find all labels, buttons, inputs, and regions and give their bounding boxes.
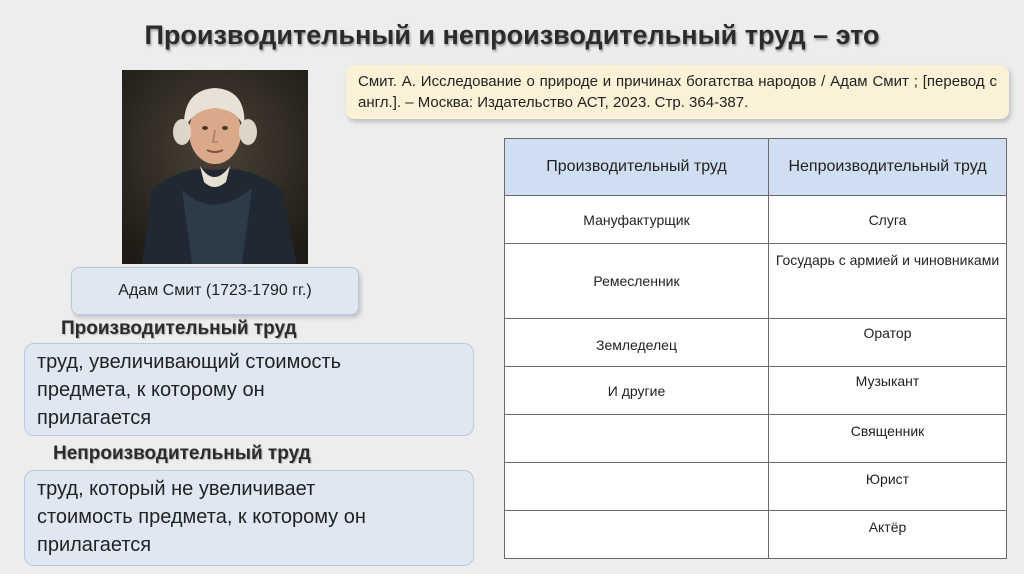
- definition-line: предмета, к которому он: [37, 379, 265, 401]
- slide-title: Производительный и непроизводительный труд – это: [144, 20, 880, 50]
- productive-definition: [24, 343, 474, 436]
- table-cell: Мануфактурщик: [505, 196, 769, 244]
- table-cell: [505, 511, 769, 559]
- table-cell: Ремесленник: [505, 244, 769, 319]
- table-row: [505, 463, 1007, 511]
- table-cell: Земледелец: [505, 319, 769, 367]
- table-cell: Юрист: [769, 463, 1007, 511]
- labor-comparison-table: [504, 138, 1007, 559]
- portrait-caption: Адам Смит (1723-1790 гг.): [71, 267, 359, 315]
- table-cell: Музыкант: [769, 367, 1007, 415]
- table-row: [505, 511, 1007, 559]
- productive-heading: Производительный труд: [61, 318, 297, 339]
- definition-line: прилагается: [37, 534, 152, 556]
- table-cell: Актёр: [769, 511, 1007, 559]
- definition-line: стоимость предмета, к которому он: [37, 506, 366, 528]
- table-row: [505, 415, 1007, 463]
- definition-line: труд, увеличивающий стоимость: [37, 351, 342, 373]
- table-cell: Священник: [769, 415, 1007, 463]
- table-row: [505, 319, 1007, 367]
- citation-box: Смит. А. Исследование о природе и причинах богатства народов / Адам Смит ; [перевод с англ.]. – Москва: Издательство АСТ, 2023. Стр. 364-387.: [346, 65, 1009, 119]
- table-cell: Оратор: [769, 319, 1007, 367]
- table-cell: [505, 415, 769, 463]
- unproductive-definition: [24, 470, 474, 566]
- table-row: [505, 196, 1007, 244]
- table-cell: И другие: [505, 367, 769, 415]
- table-row: [505, 367, 1007, 415]
- unproductive-heading: Непроизводительный труд: [53, 443, 311, 464]
- definition-line: труд, который не увеличивает: [37, 478, 316, 500]
- table-row: [505, 244, 1007, 319]
- header-unproductive: Непроизводительный труд: [769, 139, 1007, 196]
- table-cell: Слуга: [769, 196, 1007, 244]
- table-cell: Государь с армией и чиновниками: [769, 244, 1007, 319]
- table-cell: [505, 463, 769, 511]
- header-productive: Производительный труд: [505, 139, 769, 196]
- adam-smith-portrait: [122, 70, 308, 264]
- definition-line: прилагается: [37, 407, 152, 429]
- table-header-row: [505, 139, 1007, 196]
